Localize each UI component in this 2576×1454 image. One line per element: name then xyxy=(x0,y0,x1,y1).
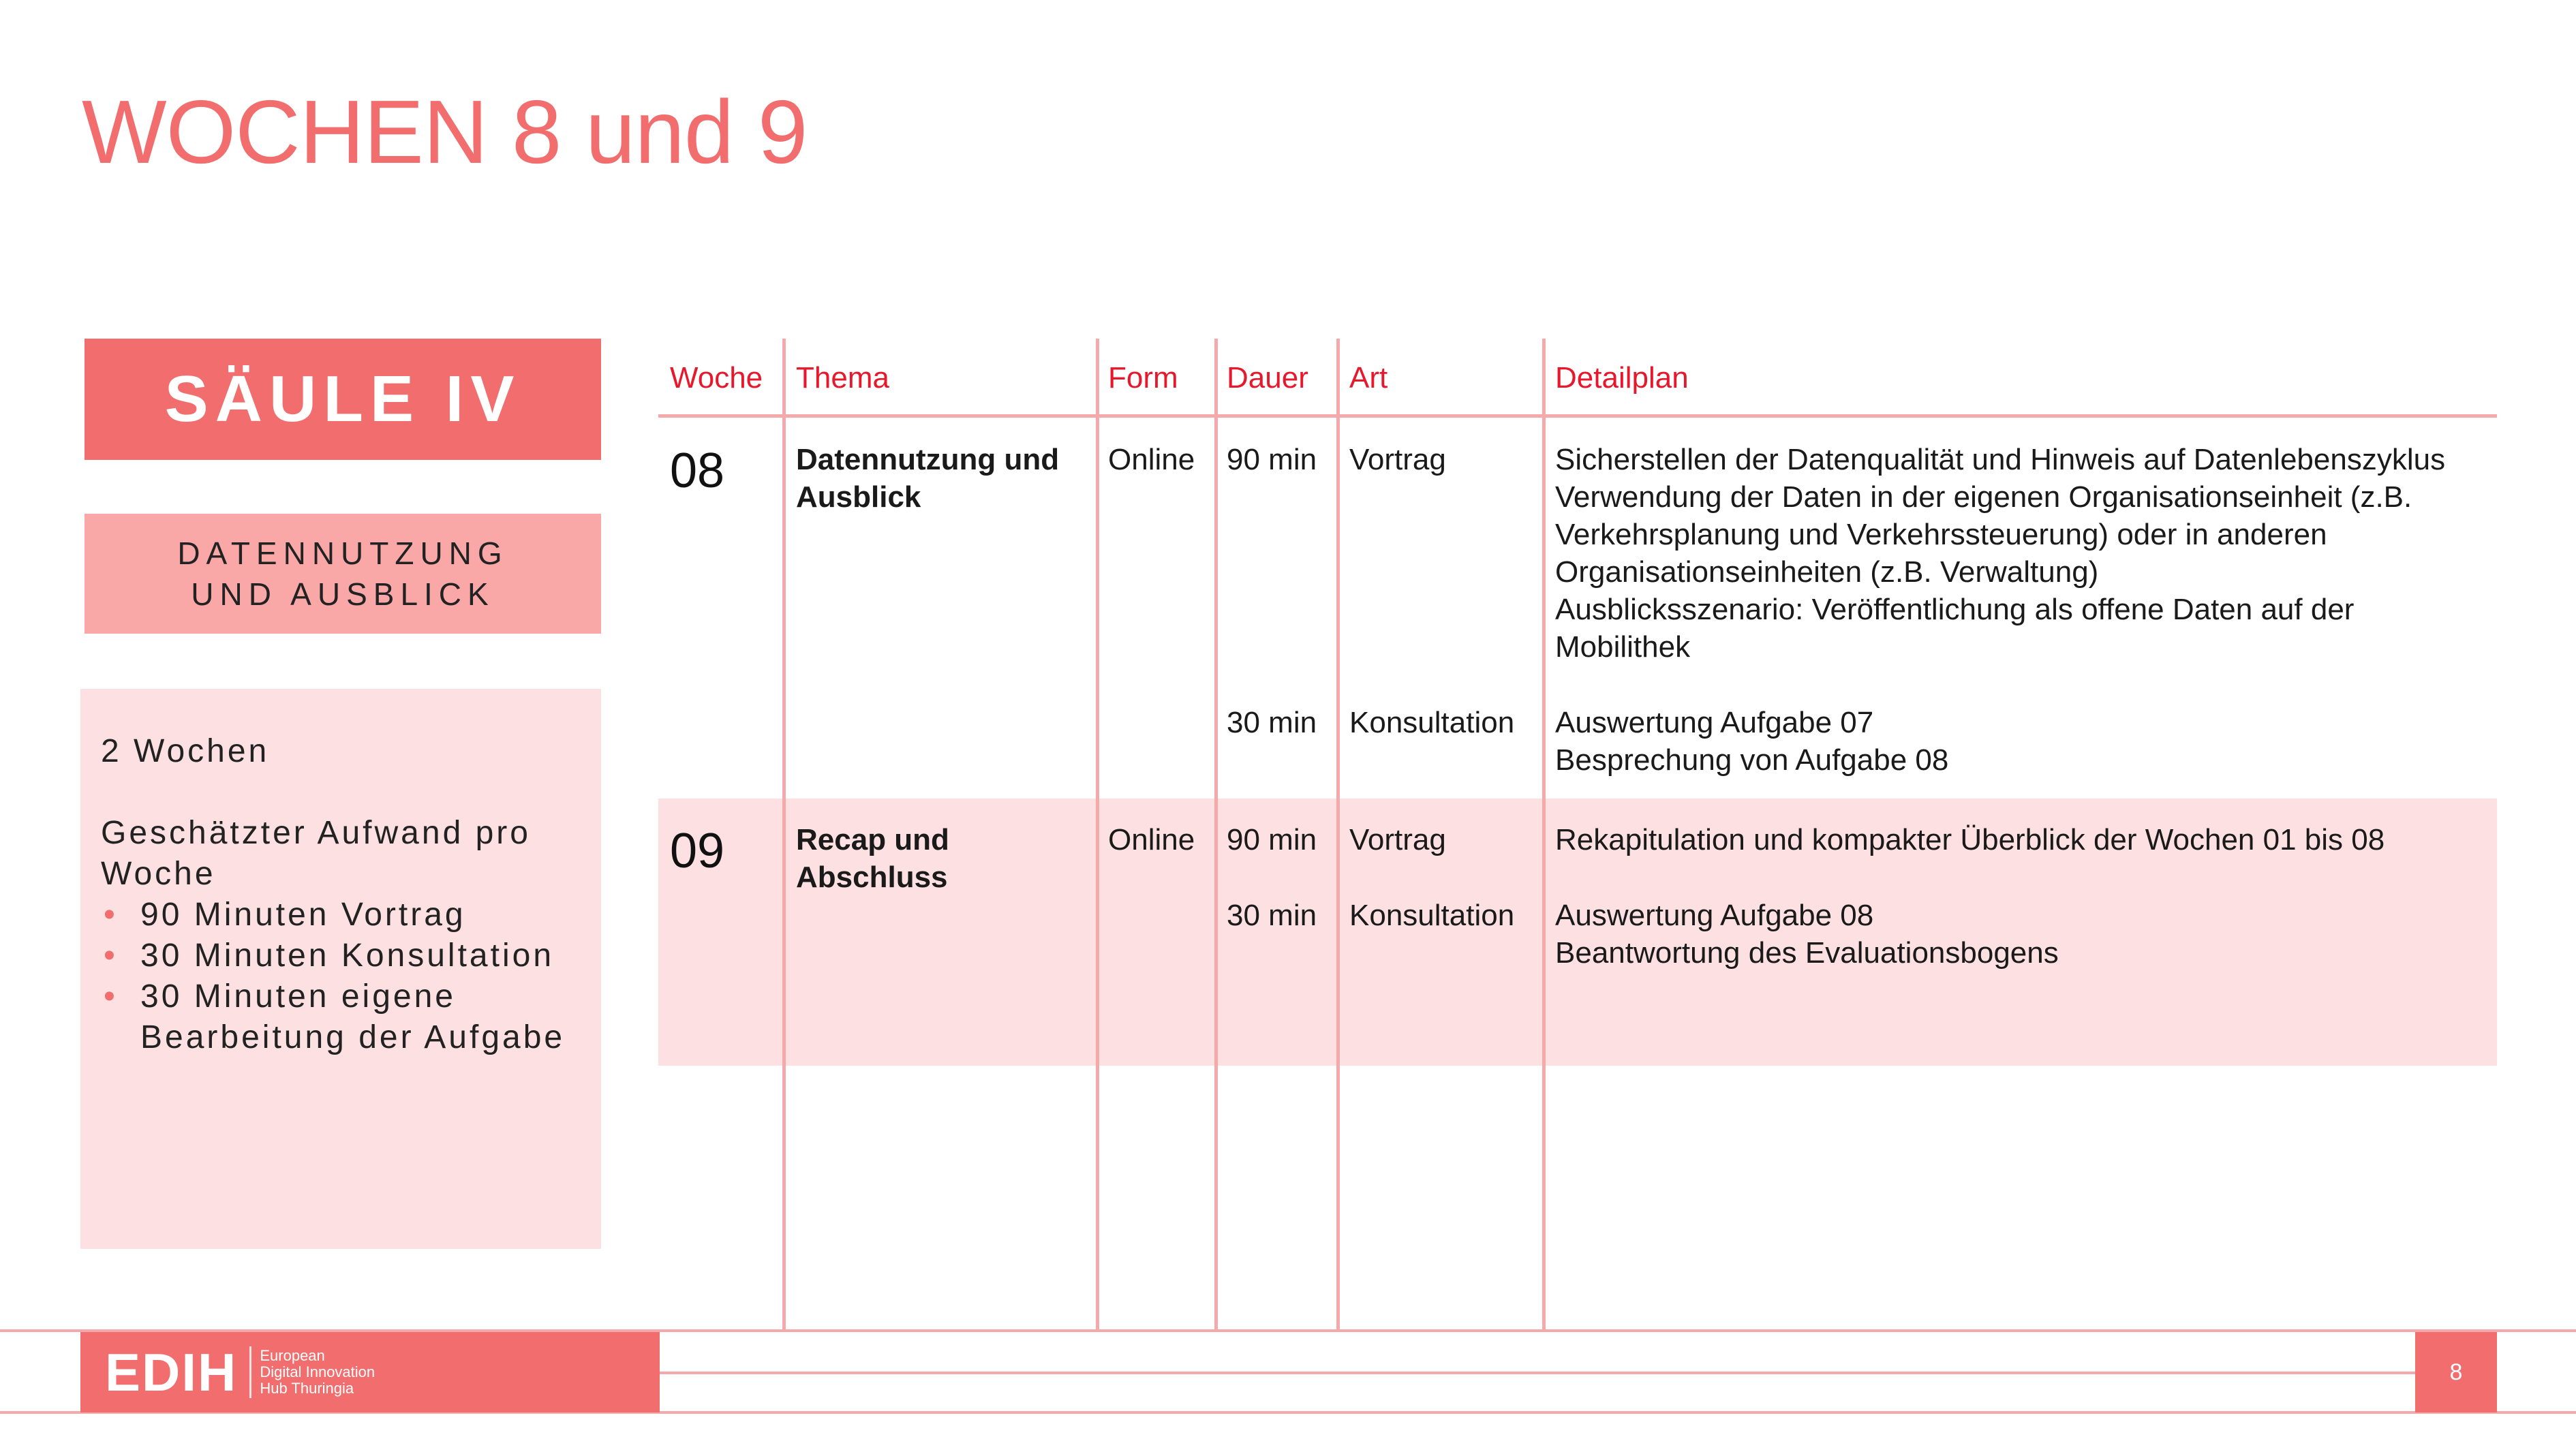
type-cell: Konsultation xyxy=(1349,899,1515,932)
column-header-duration: Dauer xyxy=(1227,361,1308,395)
form-cell: Online xyxy=(1108,823,1195,856)
effort-list xyxy=(101,895,601,1058)
effort-heading-line-2: Woche xyxy=(101,856,216,892)
module-subtitle xyxy=(85,514,601,634)
edih-logo-mark: EDIH xyxy=(105,1342,238,1402)
topic-cell: Datennutzung und Ausblick xyxy=(796,443,1060,514)
info-box xyxy=(80,689,601,1249)
column-header-topic: Thema xyxy=(796,361,889,395)
footer-rule-middle xyxy=(660,1372,2415,1374)
bullet-icon: • xyxy=(104,897,118,933)
list-item: • 30 Minuten Konsultation xyxy=(101,935,601,976)
bullet-icon: • xyxy=(104,978,118,1015)
topic-cell: Recap und Abschluss xyxy=(796,823,949,894)
duration-text: 2 Wochen xyxy=(101,733,270,769)
bullet-icon: • xyxy=(104,938,118,974)
page-number: 8 xyxy=(2415,1332,2497,1412)
duration-cell: 90 min xyxy=(1227,443,1317,476)
detail-cell: Sicherstellen der Datenqualität und Hinweis auf Datenlebenszyklus Verwendung der Daten in der eigenen Organisationseinheit (z.B. Verkehrsplanung und Verkehrssteuerung) oder in anderen Organisationseinheiten (z.B. Verwaltung) Ausblicksszenario: Veröffentlichung als offene Daten auf der Mobilithek xyxy=(1555,443,2446,664)
pillar-label: SÄULE IV xyxy=(85,339,601,460)
logo-divider xyxy=(249,1346,251,1398)
effort-heading-line-1: Geschätzter Aufwand pro xyxy=(101,815,531,851)
edih-logo-text: European Digital Innovation Hub Thuringia xyxy=(260,1347,375,1397)
week-number: 09 xyxy=(670,824,725,878)
column-divider xyxy=(782,339,786,1332)
column-divider xyxy=(1214,339,1218,1332)
column-header-detail: Detailplan xyxy=(1555,361,1689,395)
list-item: • 30 Minuten eigene Bearbeitung der Aufgabe xyxy=(101,976,601,1058)
column-header-type: Art xyxy=(1349,361,1388,395)
subtitle-line-1: DATENNUTZUNG xyxy=(177,536,508,571)
detail-cell: Auswertung Aufgabe 08 Beantwortung des Evaluationsbogens xyxy=(1555,899,2059,970)
column-divider xyxy=(1336,339,1340,1332)
form-cell: Online xyxy=(1108,443,1195,476)
column-header-form: Form xyxy=(1108,361,1178,395)
detail-cell: Rekapitulation und kompakter Überblick der Wochen 01 bis 08 xyxy=(1555,823,2385,856)
header-rule xyxy=(658,414,2497,418)
column-header-week: Woche xyxy=(670,361,763,395)
type-cell: Vortrag xyxy=(1349,823,1446,856)
edih-logo xyxy=(80,1332,660,1412)
duration-cell: 90 min xyxy=(1227,823,1317,856)
detail-cell: Auswertung Aufgabe 07 Besprechung von Aufgabe 08 xyxy=(1555,706,1949,777)
subtitle-line-2: UND AUSBLICK xyxy=(191,576,495,612)
duration-cell: 30 min xyxy=(1227,706,1317,739)
type-cell: Konsultation xyxy=(1349,706,1515,739)
duration-cell: 30 min xyxy=(1227,899,1317,932)
column-divider xyxy=(1542,339,1546,1332)
type-cell: Vortrag xyxy=(1349,443,1446,476)
week-number: 08 xyxy=(670,444,725,498)
list-item: • 90 Minuten Vortrag xyxy=(101,895,601,935)
page-title: WOCHEN 8 und 9 xyxy=(82,82,808,182)
column-divider xyxy=(1096,339,1099,1332)
